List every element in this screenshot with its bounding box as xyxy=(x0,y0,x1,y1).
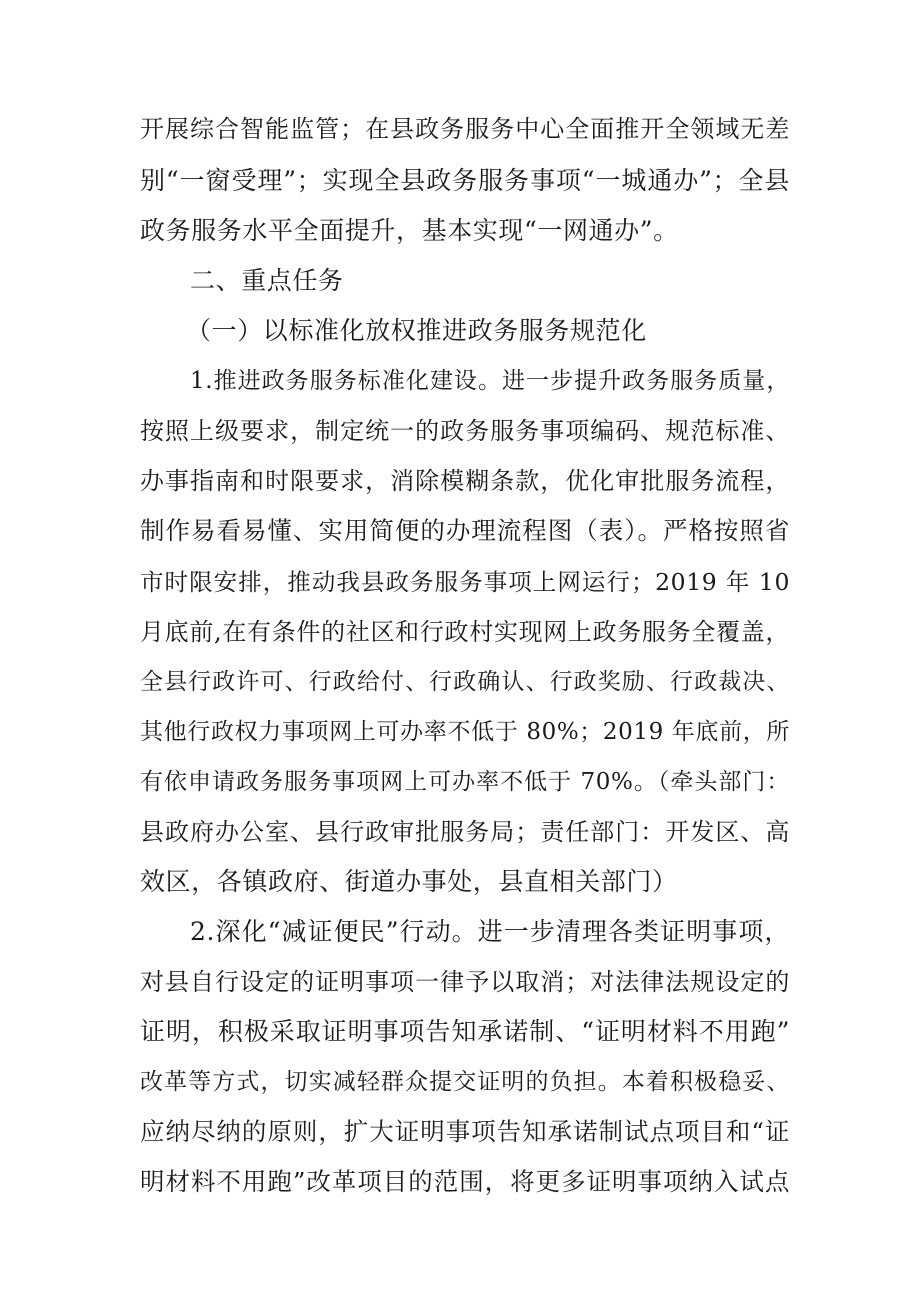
paragraph-line: 效区，各镇政府、街道办事处，县直相关部门） xyxy=(140,867,678,896)
paragraph-line: 2.深化“减证便民”行动。进一步清理各类证明事项， xyxy=(190,917,790,946)
paragraph-line: 月底前,在有条件的社区和行政村实现网上政务服务全覆盖， xyxy=(140,618,790,646)
paragraph-line: 全县行政许可、行政给付、行政确认、行政奖励、行政裁决、 xyxy=(140,669,790,695)
paragraph-line: 改革等方式，切实减轻群众提交证明的负担。本着积极稳妥、 xyxy=(140,1069,790,1095)
paragraph-line: 别“一窗受理”；实现全县政务服务事项“一城通办”；全县 xyxy=(140,166,790,195)
paragraph-line: 1.推进政务服务标准化建设。进一步提升政务服务质量， xyxy=(190,368,790,394)
paragraph-line: 政务服务水平全面提升，基本实现“一网通办”。 xyxy=(140,216,679,245)
paragraph-line: 应纳尽纳的原则，扩大证明事项告知承诺制试点项目和“证 xyxy=(140,1117,790,1146)
paragraph-line: 市时限安排，推动我县政务服务事项上网运行；2019 年 10 xyxy=(140,568,790,596)
paragraph-line: 对县自行设定的证明事项一律予以取消；对法律法规设定的 xyxy=(140,968,790,996)
paragraph-line: 有依申请政务服务事项网上可办率不低于 70%。（牵头部门： xyxy=(140,769,790,795)
subsection-heading: （一）以标准化放权推进政务服务规范化 xyxy=(186,316,647,345)
paragraph-line: 开展综合智能监管；在县政务服务中心全面推开全领域无差 xyxy=(140,115,790,143)
paragraph-line: 制作易看易懂、实用简便的办理流程图（表）。严格按照省 xyxy=(140,516,790,545)
paragraph-line: 证明，积极采取证明事项告知承诺制、“证明材料不用跑” xyxy=(140,1017,790,1046)
paragraph-line: 县政府办公室、县行政审批服务局；责任部门：开发区、高 xyxy=(140,818,790,846)
paragraph-line: 其他行政权力事项网上可办率不低于 80%；2019 年底前，所 xyxy=(140,719,790,745)
paragraph-line: 办事指南和时限要求，消除模糊条款，优化审批服务流程， xyxy=(140,467,790,495)
paragraph-line: 明材料不用跑”改革项目的范围，将更多证明事项纳入试点 xyxy=(140,1167,790,1196)
paragraph-line: 按照上级要求，制定统一的政务服务事项编码、规范标准、 xyxy=(140,417,790,445)
section-heading: 二、重点任务 xyxy=(190,266,344,295)
